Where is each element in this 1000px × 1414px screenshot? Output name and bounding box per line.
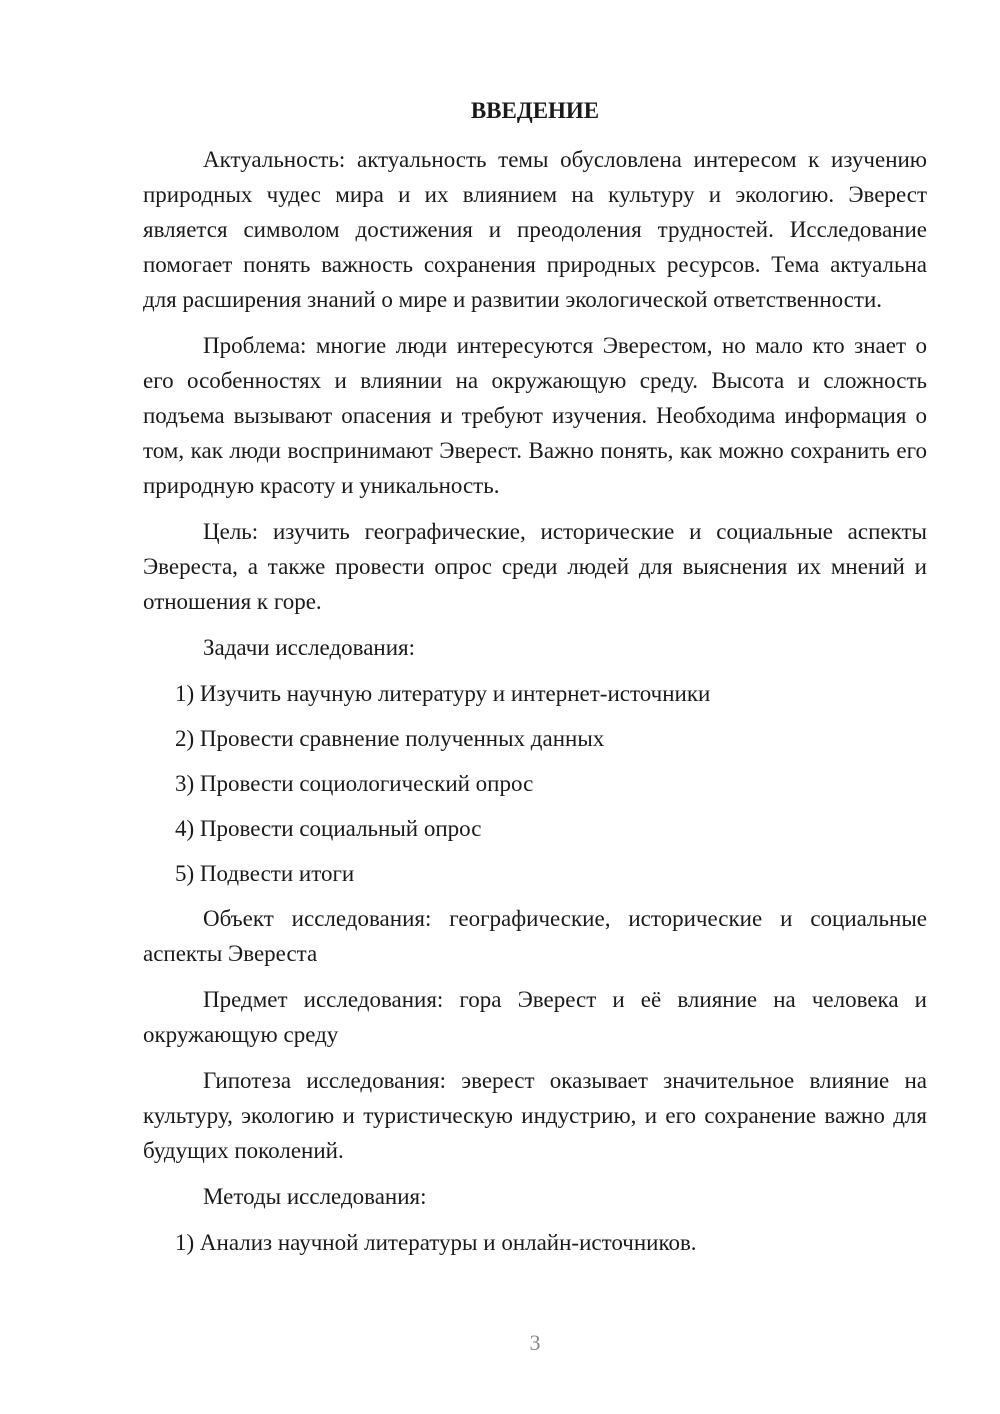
paragraph-hypothesis: Гипотеза исследования: эверест оказывает значительное влияние на культуру, экологию и туристическую индустрию, и его сохранение важно для будущих поколений. <box>143 1068 927 1163</box>
page-title: ВВЕДЕНИЕ <box>470 98 600 123</box>
task-item-4: 4) Провести социальный опрос <box>175 816 482 841</box>
task-item-3: 3) Провести социологический опрос <box>175 771 534 796</box>
document-page <box>143 0 927 1414</box>
tasks-heading: Задачи исследования: <box>203 635 416 660</box>
task-item-5: 5) Подвести итоги <box>175 861 355 886</box>
paragraph-goal: Цель: изучить географические, исторические и социальные аспекты Эвереста, а также провести опрос среди людей для выяснения их мнений и отношения к горе. <box>143 519 927 614</box>
methods-heading: Методы исследования: <box>203 1184 427 1209</box>
paragraph-subject: Предмет исследования: гора Эверест и её влияние на человека и окружающую среду <box>143 987 927 1047</box>
paragraph-relevance: Актуальность: актуальность темы обусловлена интересом к изучению природных чудес мира и их влиянием на культуру и экологию. Эверест является символом достижения и преодоления трудностей. Исследование помогает понять важность сохранения природных ресурсов. Тема актуальна для расширения знаний о мире и развитии экологической ответственности. <box>143 147 927 312</box>
task-item-2: 2) Провести сравнение полученных данных <box>175 726 605 751</box>
document-body <box>143 142 927 1270</box>
task-item-1: 1) Изучить научную литературу и интернет-источники <box>175 681 711 706</box>
paragraph-object: Объект исследования: географические, исторические и социальные аспекты Эвереста <box>143 906 927 966</box>
method-item-1: 1) Анализ научной литературы и онлайн-источников. <box>175 1230 697 1255</box>
paragraph-problem: Проблема: многие люди интересуются Эверестом, но мало кто знает о его особенностях и влиянии на окружающую среду. Высота и сложность подъема вызывают опасения и требуют изучения. Необходима информация о том, как люди воспринимают Эверест. Важно понять, как можно сохранить его природную красоту и уникальность. <box>143 333 927 498</box>
page-number: 3 <box>529 1330 541 1355</box>
